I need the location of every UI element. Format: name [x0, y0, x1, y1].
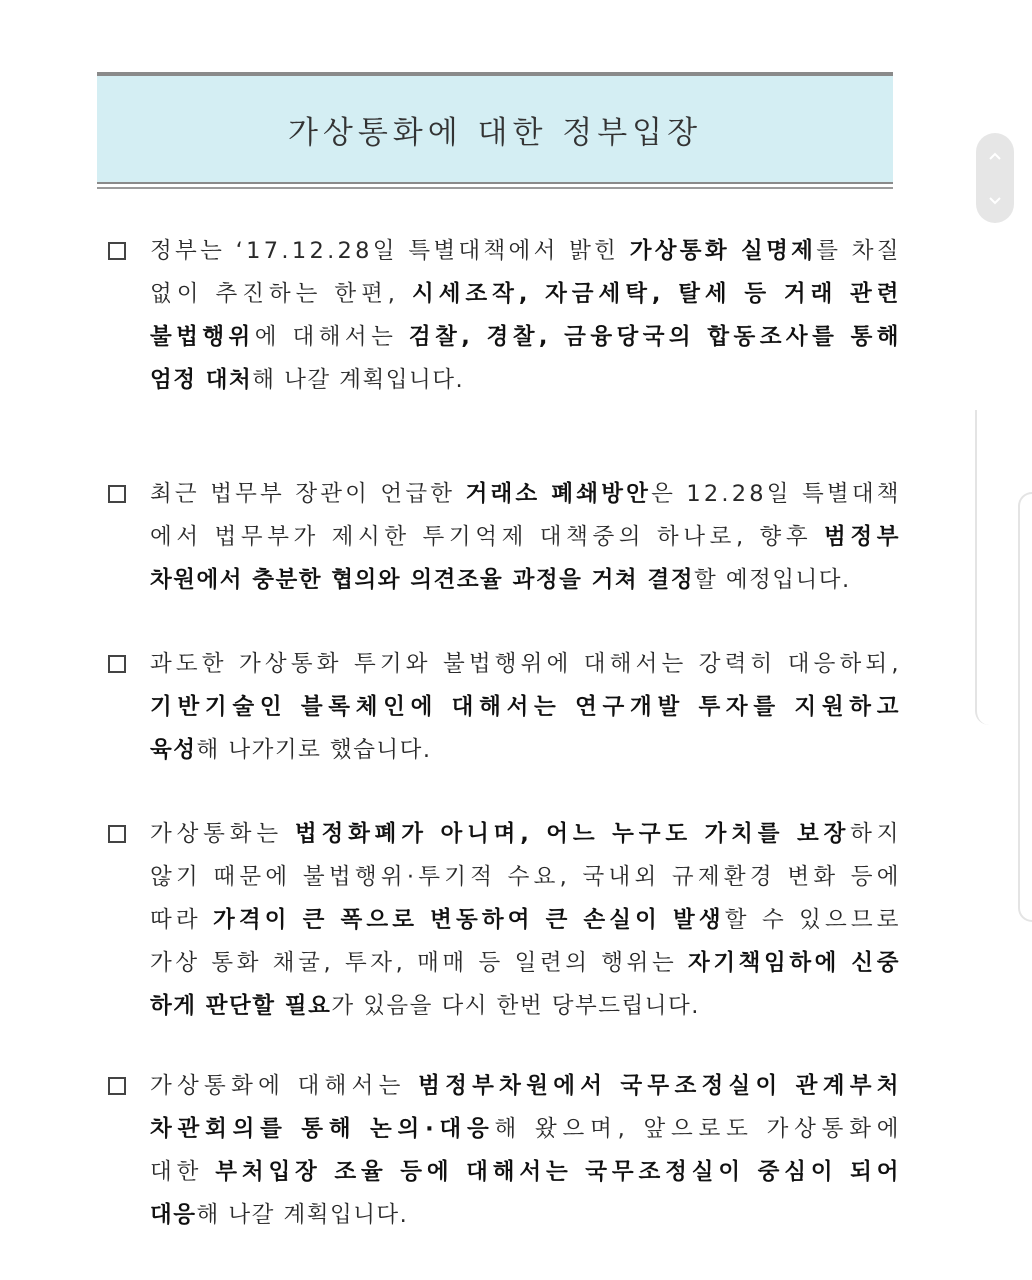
bold-text: 가상통화 실명제: [629, 238, 817, 264]
paragraph-line: [108, 729, 900, 772]
text: 하지: [850, 821, 904, 847]
text: 가상통화에 대해서는: [150, 1073, 419, 1099]
chevron-up-icon[interactable]: [984, 145, 1006, 167]
paragraph-line: [108, 899, 903, 942]
text: 할 예정입니다.: [693, 567, 851, 593]
edge-panel-handle[interactable]: [1018, 492, 1032, 922]
text: 해 나가기로 했습니다.: [196, 737, 432, 763]
text: 과도한 가상통화 투기와 불법행위에 대해서는 강력히 대응하되,: [150, 651, 903, 677]
text: 가상 통화 채굴, 투자, 매매 등 일련의 행위는: [150, 950, 689, 976]
text: 가상통화는: [150, 821, 295, 847]
bold-text: 대응: [150, 1202, 197, 1228]
paragraph-4: [108, 813, 904, 1028]
paragraph-line: [108, 1151, 904, 1194]
bold-text: 차원에서 충분한 협의와 의견조율 과정을 거쳐 결정: [150, 567, 694, 593]
text: 해 나갈 계획입니다.: [252, 367, 465, 393]
paragraph-line: [108, 473, 900, 516]
bold-text: 자기책임하에 신중: [688, 950, 903, 976]
bold-text: 차관회의를 통해 논의·대응: [150, 1116, 495, 1142]
text: 가 있음을 다시 한번 당부드립니다.: [331, 993, 700, 1019]
bold-text: 가격이 큰 폭으로 변동하여 큰 손실이 발생: [213, 907, 725, 933]
bold-text: 불법행위: [150, 324, 255, 350]
paragraph-1: [108, 230, 904, 402]
text: 않기 때문에 불법행위·투기적 수요, 국내외 규제환경 변화 등에: [150, 864, 903, 890]
document-title: 가상통화에 대한 정부입장: [287, 114, 703, 151]
text: 대한: [150, 1159, 216, 1185]
text: 해 왔으며, 앞으로도 가상통화에: [494, 1116, 905, 1142]
bold-text: 하게 판단할 필요: [150, 993, 332, 1019]
text: 에서 법무부가 제시한 투기억제 대책중의 하나로, 향후: [150, 524, 825, 550]
bold-text: 범정부차원에서 국무조정실이 관계부처: [418, 1073, 904, 1099]
chevron-down-icon[interactable]: [984, 190, 1006, 212]
paragraph-line: [108, 942, 903, 985]
bold-text: 거래소 폐쇄방안: [465, 481, 652, 507]
text: 따라: [150, 907, 214, 933]
paragraph-line: [108, 273, 904, 316]
text: 할 수 있으므로: [724, 907, 903, 933]
paragraph-line: [108, 1108, 905, 1151]
paragraph-line: [108, 643, 903, 686]
paragraph-line: [108, 813, 904, 856]
text: 에 대해서는: [254, 324, 409, 350]
paragraph-2: [108, 473, 904, 602]
bold-text: 법정화폐가 아니며, 어느 누구도 가치를 보장: [294, 821, 851, 847]
text: 최근 법무부 장관이 언급한: [150, 481, 466, 507]
text: 해 나갈 계획입니다.: [196, 1202, 409, 1228]
paragraph-line: [108, 1194, 900, 1237]
paragraph-5: [108, 1065, 905, 1237]
paragraph-line: [108, 230, 900, 273]
paragraph-line: [108, 985, 900, 1028]
paragraph-line: [108, 686, 905, 729]
bold-text: 범정부: [824, 524, 904, 550]
paragraph-line: [108, 316, 903, 359]
scroll-widget[interactable]: [976, 133, 1014, 223]
bold-text: 엄정 대처: [150, 367, 253, 393]
bold-text: 육성: [150, 737, 197, 763]
bold-text: 시세조작, 자금세탁, 탈세 등 거래 관련: [412, 281, 904, 307]
text: 정부는 ‘17.12.28일 특별대책에서 밝힌: [150, 238, 630, 264]
bold-text: 기반기술인 블록체인에 대해서는 연구개발 투자를 지원하고: [150, 694, 905, 720]
bold-text: 검찰, 경찰, 금융당국의 합동조사를 통해: [408, 324, 903, 350]
edge-panel-line: [975, 410, 989, 725]
bold-text: 부처입장 조율 등에 대해서는 국무조정실이 중심이 되어: [215, 1159, 904, 1185]
paragraph-line: [108, 559, 900, 602]
paragraph-line: [108, 516, 904, 559]
text: 은 12.28일 특별대책: [651, 481, 902, 507]
paragraph-line: [108, 856, 903, 899]
text: 없이 추진하는 한편,: [150, 281, 413, 307]
document-title-box: [97, 72, 893, 184]
text: 를 차질: [816, 238, 902, 264]
paragraph-line: [108, 1065, 904, 1108]
paragraph-line: [108, 359, 900, 402]
paragraph-3: [108, 643, 905, 772]
